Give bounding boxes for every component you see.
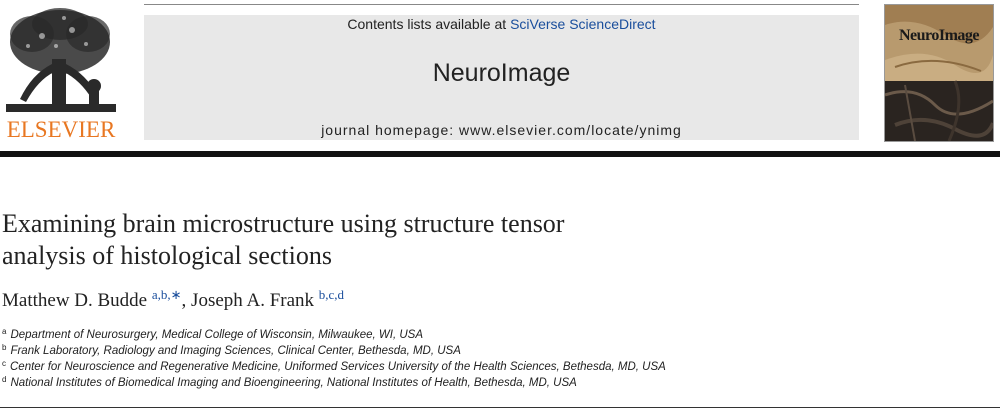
header-divider [0, 151, 1000, 157]
article-title-line-2: analysis of histological sections [2, 241, 333, 270]
contents-line [144, 16, 859, 32]
sciencedirect-link[interactable]: SciVerse ScienceDirect [510, 16, 656, 32]
affiliation-text: Center for Neuroscience and Regenerative Medicine, Uniformed Services University of the Health Sciences, Bethesda, MD, USA [10, 361, 666, 373]
article-title [2, 208, 762, 272]
elsevier-wordmark: ELSEVIER [6, 117, 116, 142]
masthead-top-rule [144, 4, 859, 5]
contents-prefix: Contents lists available at [347, 16, 507, 32]
affiliation-text: Department of Neurosurgery, Medical College of Wisconsin, Milwaukee, WI, USA [10, 329, 424, 341]
elsevier-tree-icon [2, 4, 120, 116]
section-divider [0, 407, 1000, 408]
affiliation-item [2, 343, 902, 359]
affiliation-mark: c [2, 359, 6, 368]
affiliation-mark: b [2, 343, 7, 352]
author-affiliation-marks[interactable]: b,c,d [318, 287, 345, 302]
affiliation-mark: d [2, 375, 7, 384]
affiliation-list [2, 327, 902, 391]
author-affiliation-marks[interactable]: a,b,∗ [151, 287, 182, 302]
affiliation-item [2, 375, 902, 391]
journal-masthead [144, 15, 859, 140]
journal-homepage[interactable]: journal homepage: www.elsevier.com/locate/ynimg [321, 122, 682, 138]
cover-image-icon [885, 5, 993, 141]
affiliation-item [2, 327, 902, 343]
author-list [2, 287, 762, 312]
cover-journal-title: NeuroImage [898, 27, 980, 44]
author-separator: , [181, 290, 192, 311]
affiliation-item [2, 359, 902, 375]
affiliation-text: Frank Laboratory, Radiology and Imaging Sciences, Clinical Center, Bethesda, MD, USA [10, 345, 461, 357]
journal-name: NeuroImage [432, 59, 571, 87]
author-name: Matthew D. Budde [2, 290, 148, 311]
affiliation-text: National Institutes of Biomedical Imaging and Bioengineering, National Institutes of Health, Bethesda, MD, USA [10, 377, 577, 389]
journal-cover [884, 4, 994, 142]
author-name: Joseph A. Frank [191, 290, 315, 311]
article-title-line-1: Examining brain microstructure using structure tensor [2, 209, 565, 238]
affiliation-mark: a [2, 327, 7, 336]
